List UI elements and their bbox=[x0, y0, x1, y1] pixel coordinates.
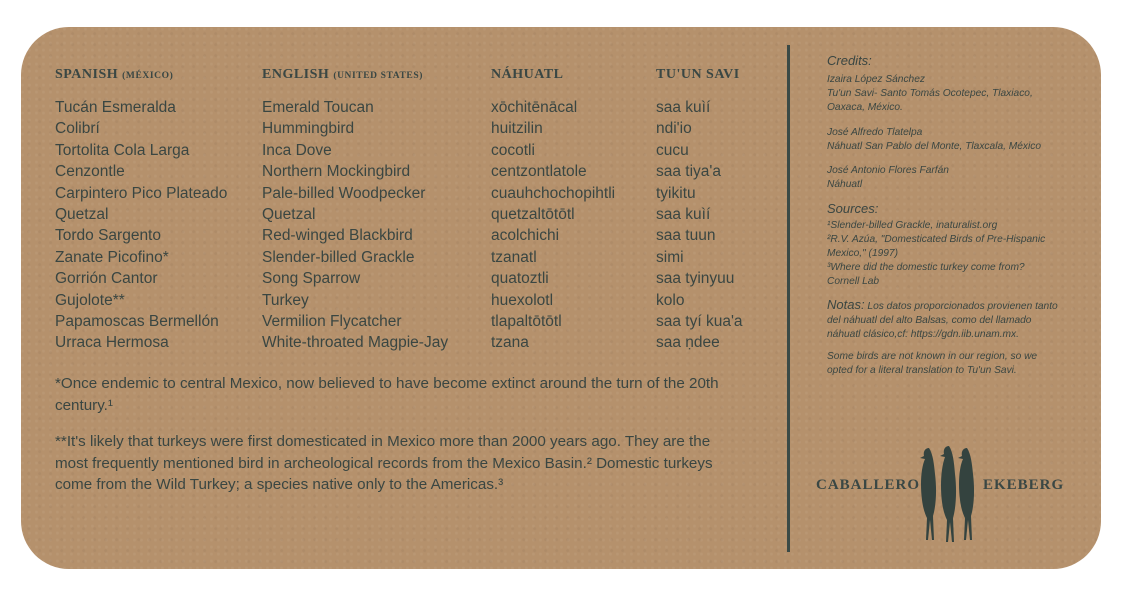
bird-name-item: Colibrí bbox=[55, 120, 100, 138]
credit-entry bbox=[827, 73, 1059, 116]
header-english-label: ENGLISH bbox=[262, 67, 330, 82]
header-spanish-sub: (MÉXICO) bbox=[122, 71, 174, 81]
sources-block bbox=[827, 202, 1059, 289]
notes-label: Notas: bbox=[827, 296, 865, 312]
vertical-divider bbox=[787, 45, 790, 552]
header-nahuatl: NÁHUATL bbox=[491, 67, 564, 82]
header-english bbox=[262, 67, 423, 83]
bird-name-item: Slender-billed Grackle bbox=[262, 248, 415, 266]
bird-name-item: centzontlatole bbox=[491, 163, 587, 181]
notes-text: Los datos proporcionados provienen tanto del náhuatl del alto Balsas, como del llamado náhuatl clásico,cf: https://gdn.iib.unam.mx. bbox=[827, 300, 1058, 341]
bird-name-item: Quetzal bbox=[262, 206, 316, 224]
footnote-extinct: *Once endemic to central Mexico, now believed to have become extinct around the turn of the 20th century.¹ bbox=[55, 375, 719, 414]
bird-name-card bbox=[21, 27, 1101, 569]
footnote-turkey: **It's likely that turkeys were first domesticated in Mexico more than 2000 years ago. They are the most frequently mentioned bird in archeological records from the Mexico Basin.² Domestic turkeys come from the Wild Turkey; a species native only to the Americas.³ bbox=[55, 433, 713, 494]
credits-panel bbox=[827, 53, 1059, 389]
sources-label: Sources: bbox=[827, 201, 879, 217]
bird-name-item: Vermilion Flycatcher bbox=[262, 313, 402, 331]
translation-note: Some birds are not known in our region, so we opted for a literal translation to Tu'un Savi. bbox=[827, 351, 1038, 377]
notes-block bbox=[827, 298, 1059, 343]
bird-name-item: Gorrión Cantor bbox=[55, 270, 158, 288]
three-birds-logo-icon bbox=[915, 444, 981, 544]
bird-name-item: cocotli bbox=[491, 141, 535, 159]
bird-name-item: saa tyí kua'a bbox=[656, 313, 743, 331]
bird-name-item: kolo bbox=[656, 291, 685, 309]
bird-name-item: Cenzontle bbox=[55, 163, 125, 181]
bird-name-item: simi bbox=[656, 248, 684, 266]
bird-name-item: huitzilin bbox=[491, 120, 543, 138]
credits-label: Credits: bbox=[827, 53, 872, 68]
bird-name-item: saa kuìí bbox=[656, 99, 711, 116]
credit-name: José Antonio Flores Farfán bbox=[827, 165, 949, 177]
bird-name-item: Tortolita Cola Larga bbox=[55, 141, 190, 159]
brand-caballero: CABALLERO bbox=[816, 477, 921, 493]
bird-name-item: Tucán Esmeralda bbox=[55, 99, 176, 116]
bird-name-item: cucu bbox=[656, 141, 689, 159]
header-english-sub: (UNITED STATES) bbox=[333, 71, 423, 81]
bird-name-item: saa tiya'a bbox=[656, 163, 721, 181]
source-item: ¹Slender-billed Grackle, inaturalist.org bbox=[827, 219, 998, 231]
header-tuunsavi: TU'UN SAVI bbox=[656, 67, 740, 82]
credit-name: José Alfredo Tlatelpa bbox=[827, 126, 923, 138]
bird-name-item: tyikitu bbox=[656, 184, 696, 202]
header-spanish bbox=[55, 67, 173, 83]
bird-name-item: saa kuìí bbox=[656, 206, 711, 224]
bird-name-item: quetzaltōtōtl bbox=[491, 206, 575, 224]
source-item: ³Where did the domestic turkey come from? Cornell Lab bbox=[827, 262, 1025, 288]
credit-desc: Tu'un Savi- Santo Tomás Ocotepec, Tlaxiaco, Oaxaca, México. bbox=[827, 88, 1033, 114]
bird-name-item: Zanate Picofino* bbox=[55, 248, 169, 266]
bird-name-item: Hummingbird bbox=[262, 120, 355, 138]
bird-name-item: Song Sparrow bbox=[262, 270, 361, 288]
bird-name-item: Red-winged Blackbird bbox=[262, 227, 413, 245]
bird-name-item: Emerald Toucan bbox=[262, 99, 374, 116]
bird-name-item: quatoztli bbox=[491, 270, 549, 288]
bird-name-item: Turkey bbox=[262, 291, 309, 309]
bird-name-item: tlapaltōtōtl bbox=[491, 313, 562, 331]
bird-name-item: Pale-billed Woodpecker bbox=[262, 184, 426, 202]
english-column bbox=[262, 97, 448, 354]
brand-ekeberg: EKEBERG bbox=[983, 477, 1065, 493]
nahuatl-column bbox=[491, 97, 615, 354]
credit-entry bbox=[827, 164, 1059, 192]
bird-name-item: Gujolote** bbox=[55, 291, 125, 309]
bird-name-item: Tordo Sargento bbox=[55, 227, 161, 245]
credit-entry bbox=[827, 126, 1059, 154]
tuunsavi-column bbox=[656, 97, 743, 354]
bird-name-item: saa ṇdee bbox=[656, 334, 720, 352]
header-spanish-label: SPANISH bbox=[55, 67, 119, 82]
bird-name-item: huexolotl bbox=[491, 291, 554, 309]
source-item: ²R.V. Azúa, "Domesticated Birds of Pre-Hispanic Mexico," (1997) bbox=[827, 233, 1046, 260]
bird-name-item: Inca Dove bbox=[262, 141, 332, 159]
bird-name-item: xōchitēnācal bbox=[491, 99, 578, 116]
bird-name-item: ndi'io bbox=[656, 120, 692, 138]
spanish-column bbox=[55, 97, 227, 354]
bird-name-item: Quetzal bbox=[55, 206, 109, 224]
credit-name: Izaira López Sánchez bbox=[827, 74, 925, 85]
bird-name-item: tzana bbox=[491, 334, 529, 352]
bird-name-item: cuauhchochopihtli bbox=[491, 184, 616, 202]
bird-name-item: saa tuun bbox=[656, 227, 716, 245]
bird-name-item: saa tyinyuu bbox=[656, 270, 735, 288]
credit-desc: Náhuatl bbox=[827, 179, 863, 191]
bird-name-item: Carpintero Pico Plateado bbox=[55, 184, 228, 202]
bird-name-item: tzanatl bbox=[491, 248, 537, 266]
bird-name-item: White-throated Magpie-Jay bbox=[262, 334, 449, 352]
bird-name-item: Papamoscas Bermellón bbox=[55, 313, 219, 331]
bird-name-item: Urraca Hermosa bbox=[55, 334, 169, 352]
bird-name-item: Northern Mockingbird bbox=[262, 163, 411, 181]
credit-desc: Náhuatl San Pablo del Monte, Tlaxcala, México bbox=[827, 140, 1042, 152]
bird-name-item: acolchichi bbox=[491, 227, 560, 245]
